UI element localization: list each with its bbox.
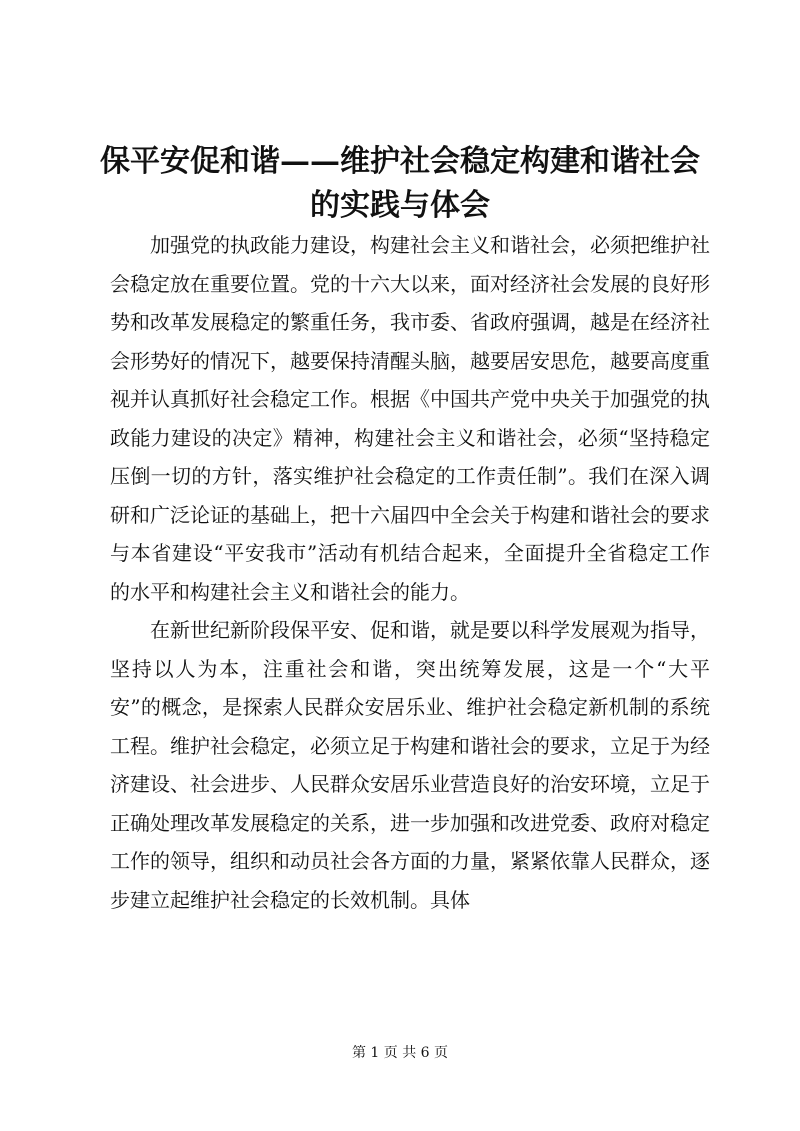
document-body <box>110 226 710 919</box>
page-footer: 第 1 页 共 6 页 <box>351 1045 449 1061</box>
document-title: 保平安促和谐——维护社会稳定构建和谐社会的实践与体会 <box>100 144 700 223</box>
paragraph-2: 在新世纪新阶段保平安、促和谐，就是要以科学发展观为指导，坚持以人为本，注重社会和谐，突出统筹发展，这是一个“大平安”的概念，是探索人民群众安居乐业、维护社会稳定新机制的系统工程。维护社会稳定，必须立足于构建和谐社会的要求，立足于为经济建设、社会进步、人民群众安居乐业营造良好的治安环境，立足于正确处理改革发展稳定的关系，进一步加强和改进党委、政府对稳定工作的领导，组织和动员社会各方面的力量，紧紧依靠人民群众，逐步建立起维护社会稳定的长效机制。具体 <box>110 618 710 912</box>
paragraph-1: 加强党的执政能力建设，构建社会主义和谐社会，必须把维护社会稳定放在重要位置。党的十六大以来，面对经济社会发展的良好形势和改革发展稳定的繁重任务，我市委、省政府强调，越是在经济社会形势好的情况下，越要保持清醒头脑，越要居安思危，越要高度重视并认真抓好社会稳定工作。根据《中国共产党中央关于加强党的执政能力建设的决定》精神，构建社会主义和谐社会，必须“坚持稳定压倒一切的方针，落实维护社会稳定的工作责任制”。我们在深入调研和广泛论证的基础上，把十六届四中全会关于构建和谐社会的要求与本省建设“平安我市”活动有机结合起来，全面提升全省稳定工作的水平和构建社会主义和谐社会的能力。 <box>110 233 710 604</box>
